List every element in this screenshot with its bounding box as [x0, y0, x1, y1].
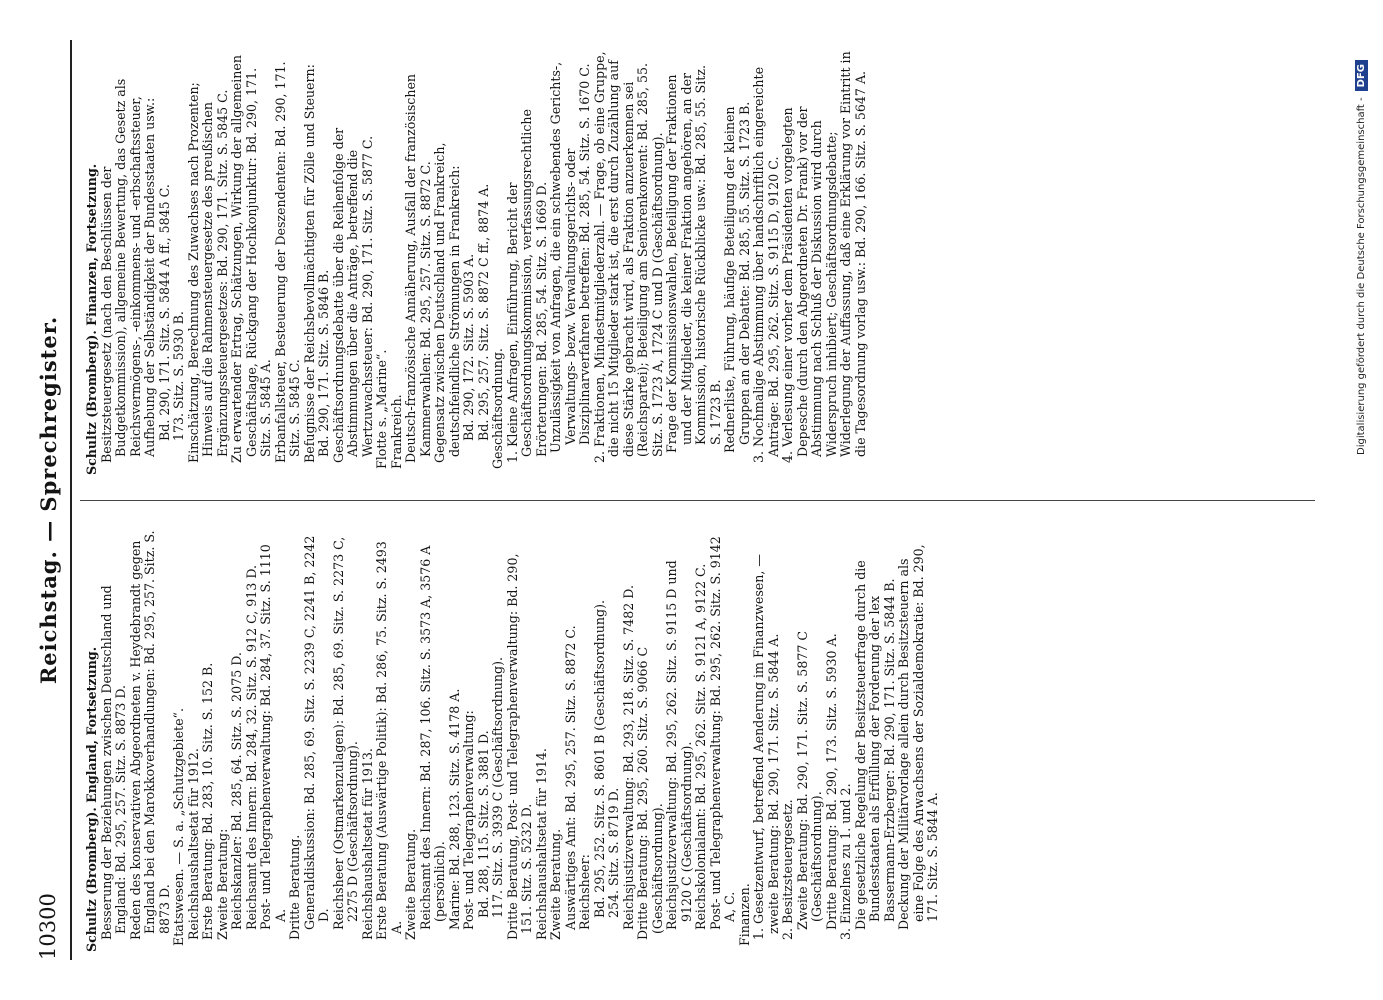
register-entry: Die gesetzliche Regelung der Besitzsteuerfrage durch die Bundesstaaten als Erfüllung der Forderung der lex Bassermann-Erzberger: Bd. 290, 171. Sitz. S. 5844 B. — [852, 560, 897, 930]
page-number: 10300 — [36, 893, 60, 960]
register-entry: Marine: Bd. 288, 123. Sitz. S. 4178 A. — [446, 688, 462, 930]
register-entry: 1. Kleine Anfragen, Einführung, Bericht der Geschäftsordnungskommission, verfassungsrechtliche Erörterungen: Bd. 285, 54. Sitz. S. 1669 D. — [504, 109, 549, 463]
register-entry: Bd. 288, 115. Sitz. S. 3881 D. — [475, 730, 491, 918]
register-entry: Zu erwartender Ertrag, Schätzungen, Wirkung der allgemeinen Geschäftslage, Rückgang der Hochkonjunktur: Bd. 290, 171. Sitz. S. 5845 A. — [229, 55, 273, 463]
running-title: Reichstag. — Sprechregister. — [36, 315, 61, 685]
register-entry: Post- und Telegraphenverwaltung: Bd. 295, 262. Sitz. S. 9142 A, C. — [707, 536, 737, 930]
register-entry: Rednerliste, Führung, häufige Beteiligung der kleinen Gruppen an der Debatte: Bd. 285, 55. Sitz. S. 1723 B. — [722, 101, 752, 453]
column-divider — [80, 500, 1315, 501]
register-entry: Zweite Beratung: Bd. 290, 171. Sitz. S. 5877 C (Geschäftsordnung). — [794, 631, 824, 930]
register-entry: Reichskolonialamt: Bd. 295, 262. Sitz. S. 9121 A, 9122 C. — [693, 563, 708, 930]
register-entry: 173. Sitz. S. 5930 B. — [171, 311, 186, 441]
register-entry: Frankreich. — [388, 394, 404, 469]
register-entry: 2. Besitzsteuergesetz. — [780, 799, 795, 940]
register-entry: Zweite Beratung. — [403, 828, 418, 940]
page-header — [36, 40, 70, 960]
register-entry: Etatswesen. — S. a. „Schutzgebiete“. — [171, 708, 186, 946]
register-entry: Reden des konservativen Abgeordneten v. Heydebrandt gegen England bei den Marokkoverhandlungen: Bd. 295, 257. Sitz. S. 8873 D. — [127, 530, 172, 940]
register-entry: Bd. 290, 172. Sitz. S. 5903 A. — [461, 253, 476, 441]
register-entry: Dritte Beratung, Post- und Telegraphenverwaltung: Bd. 290, 151. Sitz. S. 5232 D. — [504, 553, 534, 940]
register-entry: Post- und Telegraphenverwaltung: Bd. 284, 37. Sitz. S. 1110 A. — [258, 544, 288, 930]
register-entry: 2. Fraktionen, Mindestmitgliederzahl. — Frage, ob eine Gruppe, die nicht 15 Mitglieder stark ist, die erst durch Zuzählung auf diese Stärke gebracht wird, als Fraktion anzuerkennen sei (Reichspartei); Beteiligung am Seniorenkonvent: Bd. 285, 55. Sitz. S. 1723 A, 1724 C und D (Geschäftsordnung). — [591, 51, 665, 463]
register-entry: Reichsjustizverwaltung: Bd. 295, 262. Sitz. S. 9115 D und 9120 C (Geschäftsordnung). — [664, 560, 694, 930]
register-entry: Besserung der Beziehungen zwischen Deutschland und England: Bd. 295, 257. Sitz. S. 8873 D. — [98, 585, 128, 940]
register-entry: 3. Nochmalige Abstimmung über handschriftlich eingereichte Anträge: Bd. 295, 262. Sitz. S. 9115 D, 9120 C. — [751, 66, 781, 463]
register-entry: Schultz (Bromberg). Finanzen, Fortsetzung. — [84, 163, 99, 475]
register-entry: Zweite Beratung: — [214, 828, 230, 940]
register-entry: Generaldiskussion: Bd. 285, 69. Sitz. S. 2239 C, 2241 B, 2242 D. — [301, 535, 331, 930]
register-entry: Unzulässigkeit von Anfragen, die ein schwebendes Gerichts-, Verwaltungs- bezw. Verwaltungsgerichts- oder Disziplinarverfahren betreffen: Bd. 285, 54. Sitz. S. 1670 C. — [548, 61, 592, 453]
footer-credit-text: Digitalisierung gefördert durch die Deutsche Forschungsgemeinschaft - — [1356, 97, 1367, 455]
register-entry: Zweite Beratung. — [548, 828, 563, 940]
register-entry: Reichskanzler: Bd. 285, 64. Sitz. S. 2075 D. — [229, 652, 244, 930]
register-entry: Reichshaushaltsetat für 1914. — [533, 748, 549, 940]
register-entry: Deckung der Militärvorlage allein durch Besitzsteuern als eine Folge des Anwachsens der Sozialdemokratie: Bd. 290, 171. Sitz. S. 5844 A. — [896, 544, 940, 930]
register-entry: 254. Sitz. S. 8719 D. — [606, 787, 621, 918]
register-entry: Reichsheer (Ostmarkenzulagen): Bd. 285, 69. Sitz. S. 2273 C, 2275 D (Geschäftsordnung). — [330, 536, 360, 930]
register-entry: Reichsamt des Innern: Bd. 287, 106. Sitz. S. 3573 A, 3576 A (persönlich). — [417, 545, 447, 930]
register-entry: Dritte Beratung: Bd. 290, 173. Sitz. S. 5930 A. — [823, 633, 839, 930]
register-entry: Erbanfallsteuer, Besteuerung der Deszendenten: Bd. 290, 171. Sitz. S. 5845 C. — [272, 61, 302, 463]
register-entry: Geschäftsordnungsdebatte über die Reihenfolge der Abstimmungen über die Anträge, betreffend die Wertzuwachssteuer: Bd. 290, 171. Sitz. S. 5877 C. — [330, 127, 375, 463]
register-entry: Befugnisse der Reichsbevollmächtigten für Zölle und Steuern: Bd. 290, 171. Sitz. S. 5846 B. — [301, 64, 331, 463]
register-entry: Dritte Beratung. — [287, 834, 302, 940]
register-entry: Reichsjustizverwaltung: Bd. 293, 218. Sitz. S. 7482 D. — [620, 585, 636, 930]
right-column — [85, 51, 868, 475]
register-entry: Post- und Telegraphenverwaltung: — [461, 710, 476, 930]
register-entry: Erste Beratung (Auswärtige Politik): Bd. 286, 75. Sitz. S. 2493 A. — [374, 541, 404, 940]
register-entry: Einschätzung, Berechnung des Zuwachses nach Prozenten; Hinweis auf die Rahmensteuergesetze des preußischen Ergänzungssteuergesetzes: Bd. 290, 171. Sitz. S. 5845 C. — [185, 82, 230, 463]
register-entry: Auswärtiges Amt: Bd. 295, 257. Sitz. S. 8872 C. — [562, 625, 578, 930]
register-entry: Geschäftsordnung. — [490, 348, 505, 469]
register-entry: Gegensatz zwischen Deutschland und Frankreich, deutschfeindliche Strömungen in Frankreich: — [432, 142, 462, 463]
register-entry: Besitzsteuergesetz (nach den Beschlüssen der Budgetkommission), allgemeine Bewertung, das Gesetz als Reichsvermögens-, -einkommens- und -erbschaftssteuer, Aufhebung der Selbständigkeit der Bundesstaaten usw.: — [98, 78, 157, 463]
register-entry: Reichsheer: — [577, 854, 592, 930]
footer-credit — [1355, 60, 1368, 940]
register-entry: Erste Beratung: Bd. 283, 10. Sitz. S. 152 B. — [200, 662, 215, 940]
header-rule — [70, 40, 72, 960]
register-entry: Flotte s. „Marine“. — [374, 349, 389, 469]
dfg-logo: DFG — [1355, 60, 1368, 91]
register-entry: Frage der Kommissionswahlen, Beteiligung der Fraktionen und der Mitglieder, die keiner Fraktion angehören, an der Kommission, historische Rückblicke usw.: Bd. 285, 55. Sitz. S. 1723 B. — [664, 65, 723, 453]
register-entry: Bd. 295, 252. Sitz. S. 8601 B (Geschäftsordnung). — [591, 600, 607, 918]
left-column — [85, 528, 941, 952]
register-entry: Reichshaushaltsetat für 1912. — [185, 748, 201, 940]
register-entry: Deutsch-französische Annäherung, Ausfall der französischen Kammerwahlen: Bd. 295, 257. Sitz. S. 8872 C. — [403, 73, 433, 463]
register-entry: Dritte Beratung: Bd. 295, 260. Sitz. S. 9066 C (Geschäftsordnung). — [635, 646, 665, 940]
register-entry: 1. Gesetzentwurf, betreffend Aenderung im Finanzwesen, — zweite Beratung: Bd. 290, 171. Sitz. S. 5844 A. — [751, 554, 781, 940]
register-entry: Schultz (Bromberg). England, Fortsetzung. — [84, 646, 99, 952]
register-entry: Reichshaushaltsetat für 1913. — [359, 748, 375, 940]
register-entry: Reichsamt des Innern: Bd. 284, 32. Sitz. S. 912 C, 913 D. — [243, 565, 259, 930]
register-entry: Finanzen. — [736, 883, 752, 946]
register-entry: Bd. 295, 257. Sitz. S. 8872 C ff., 8874 A. — [475, 183, 491, 441]
register-entry: Bd. 290, 171. Sitz. S. 5844 A ff., 5845 C. — [156, 184, 172, 441]
register-entry: 4. Verlesung einer vorher dem Präsidenten vorgelegten Depesche (durch den Abgeordneten Dr. Frank) vor der Abstimmung nach Schluß der Diskussion wird durch Widerspruch inhibiert; Geschäftsordnungsdebatte; Widerlegung der Auffassung, daß eine Erklärung vor Eintritt in die Tagesordnung vorlag usw.: Bd. 290, 166. Sitz. S. 5647 A. — [780, 51, 868, 463]
register-entry: 117. Sitz. S. 3939 C (Geschäftsordnung). — [490, 656, 505, 918]
register-entry: 3. Einzelnes zu 1. und 2. — [838, 783, 853, 940]
